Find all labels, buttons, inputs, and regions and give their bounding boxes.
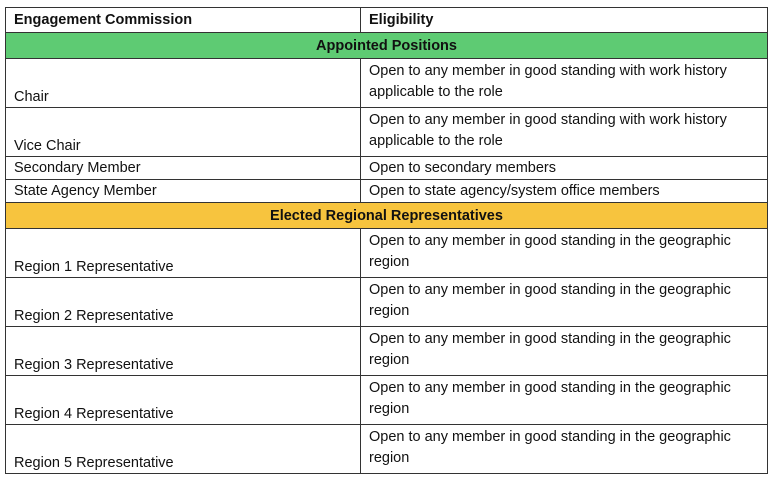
eligibility-table (5, 7, 768, 474)
eligibility-cell: Open to state agency/system office members (361, 180, 768, 203)
table-row (6, 327, 768, 376)
table-row (6, 278, 768, 327)
table-row (6, 180, 768, 203)
table-row (6, 229, 768, 278)
section-title: Appointed Positions (6, 33, 768, 59)
role-cell: Region 5 Representative (6, 425, 361, 474)
eligibility-cell: Open to any member in good standing in the geographic region (361, 376, 768, 425)
table-row (6, 425, 768, 474)
eligibility-cell: Open to any member in good standing with work history applicable to the role (361, 59, 768, 108)
section-row-elected-regional-representatives (6, 203, 768, 229)
column-header-engagement-commission: Engagement Commission (6, 8, 361, 33)
role-cell: Region 2 Representative (6, 278, 361, 327)
eligibility-cell: Open to any member in good standing in the geographic region (361, 327, 768, 376)
role-cell: Region 3 Representative (6, 327, 361, 376)
header-row (6, 8, 768, 33)
role-cell: Chair (6, 59, 361, 108)
role-cell: Vice Chair (6, 108, 361, 157)
table-row (6, 376, 768, 425)
eligibility-cell: Open to any member in good standing in the geographic region (361, 425, 768, 474)
table-row (6, 157, 768, 180)
eligibility-cell: Open to any member in good standing in the geographic region (361, 278, 768, 327)
role-cell: State Agency Member (6, 180, 361, 203)
role-cell: Region 1 Representative (6, 229, 361, 278)
table-row (6, 59, 768, 108)
column-header-eligibility: Eligibility (361, 8, 768, 33)
table-row (6, 108, 768, 157)
section-title: Elected Regional Representatives (6, 203, 768, 229)
eligibility-cell: Open to secondary members (361, 157, 768, 180)
eligibility-cell: Open to any member in good standing with work history applicable to the role (361, 108, 768, 157)
section-row-appointed-positions (6, 33, 768, 59)
role-cell: Secondary Member (6, 157, 361, 180)
role-cell: Region 4 Representative (6, 376, 361, 425)
eligibility-cell: Open to any member in good standing in the geographic region (361, 229, 768, 278)
